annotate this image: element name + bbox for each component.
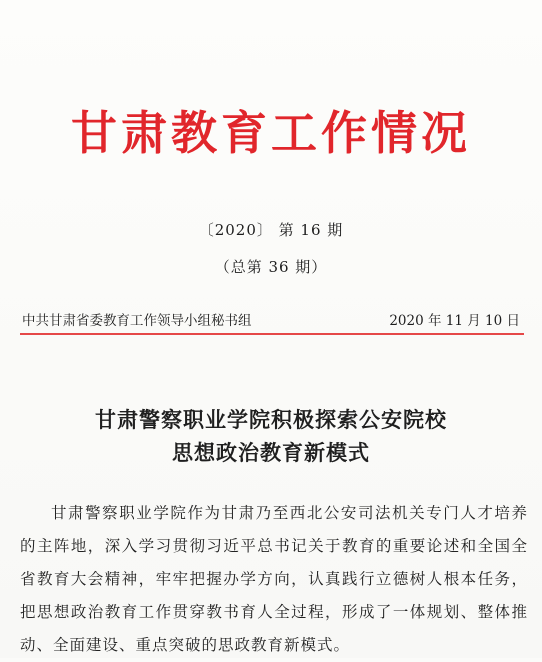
publisher: 中共甘肃省委教育工作领导小组秘书组 xyxy=(22,313,252,329)
article-title-line-1: 甘肃警察职业学院积极探索公安院校 xyxy=(95,407,447,432)
publisher-date-row xyxy=(22,309,520,329)
article-title xyxy=(0,403,542,469)
red-divider-rule xyxy=(20,333,524,335)
issue-number: 〔2020〕 第 16 期 xyxy=(198,221,344,239)
article-title-line-2: 思想政治教育新模式 xyxy=(172,440,370,465)
masthead-title: 甘肃教育工作情况 xyxy=(71,106,471,160)
publish-date: 2020 年 11 月 10 日 xyxy=(389,313,520,329)
total-issue-number: （总第 36 期） xyxy=(214,258,328,276)
article-body xyxy=(20,497,528,662)
body-paragraph: 甘肃警察职业学院作为甘肃乃至西北公安司法机关专门人才培养的主阵地，深入学习贯彻习近平总书记关于教育的重要论述和全国全省教育大会精神，牢牢把握办学方向，认真践行立德树人根本任务，把思想政治教育工作贯穿教书育人全过程，形成了一体规划、整体推动、全面建设、重点突破的思政教育新模式。 xyxy=(20,504,528,654)
